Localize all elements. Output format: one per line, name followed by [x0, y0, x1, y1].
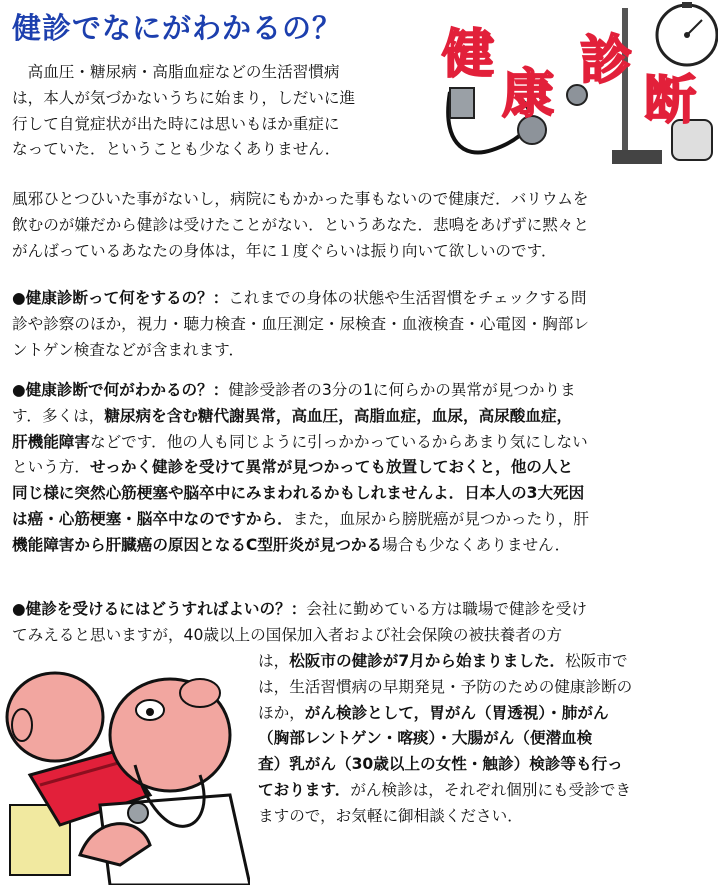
section-text: は，生活習慣病の早期発見・予防のための健康診断の	[258, 677, 633, 696]
para2-line: 風邪ひとつひいた事がないし，病院にもかかった事もないので健康だ．バリウムを	[12, 190, 589, 208]
section-text: がん検診は，それぞれ個別にも受診でき	[350, 780, 632, 799]
section-emphasis: は癌・心筋梗塞・脳卒中なのですから．	[12, 509, 293, 528]
section-emphasis: 糖尿病を含む糖代謝異常，高血圧，高脂血症，血尿，高尿酸血症，	[104, 406, 573, 425]
intro-line: なっていた．ということも少なくありません．	[12, 140, 341, 159]
section-heading: ●健康診断で何がわかるの？：	[12, 381, 229, 399]
health-checkup-logo	[432, 0, 718, 170]
section-how-to-get-checkup-cont	[258, 649, 632, 830]
section-heading: ●健康診断って何をするの？：	[12, 289, 229, 307]
intro-line: 行して自覚症状が出た時には思いもほか重症に	[12, 114, 340, 133]
section-text: 診や診察のほか，視力・聴力検査・血圧測定・尿検査・血液検査・心電図・胸部レ	[12, 314, 589, 333]
section-text: てみえると思いますが，40歳以上の国保加入者および社会保険の被扶養者の方	[12, 625, 563, 644]
intro-line: 高血圧・糖尿病・高脂血症などの生活習慣病	[12, 63, 340, 81]
logo-char-shin: 診	[580, 31, 633, 91]
section-text: ますので，お気軽に御相談ください．	[258, 806, 523, 825]
para2-line: がんばっているあなたの身体は，年に１度ぐらいは振り向いて欲しいのです．	[12, 241, 557, 260]
intro-line: は，本人が気づかないうちに始まり，しだいに進	[12, 88, 356, 107]
section-text: などです．他の人も同じように引っかかっているからあまり気にしない	[89, 432, 588, 451]
intro-paragraph	[12, 60, 355, 163]
section-how-to-get-checkup	[12, 597, 587, 649]
section-emphasis: 同じ様に突然心筋梗塞や脳卒中にみまわれるかもしれませんよ．日本人の3大死因	[12, 484, 585, 503]
section-text: 健診受診者の3分の1に何らかの異常が見つかりま	[228, 381, 576, 399]
section-text: は，	[258, 652, 290, 670]
paragraph-2	[12, 187, 589, 264]
section-text: 場合も少なくありません．	[382, 535, 571, 554]
logo-char-kou: 康	[502, 65, 555, 125]
section-what-is-checkup	[12, 286, 589, 363]
section-text: ほか，	[258, 703, 305, 722]
section-text: 会社に勤めている方は職場で健診を受け	[306, 600, 587, 618]
section-emphasis: 松阪市の健診が7月から始まりました．	[289, 652, 566, 670]
section-emphasis: （胸部レントゲン・喀痰）・大腸がん（便潜血検	[258, 729, 593, 748]
logo-char-dan: 断	[644, 71, 697, 131]
page-title: 健診でなにがわかるの？	[12, 11, 343, 45]
section-emphasis: がん検診として，胃がん（胃透視）・肺がん	[304, 703, 609, 722]
section-text: す．多くは，	[12, 406, 105, 425]
section-text: また，血尿から膀胱癌が見つかったり，肝	[292, 509, 589, 528]
section-text: これまでの身体の状態や生活習慣をチェックする問	[228, 289, 587, 307]
section-text: 松阪市で	[565, 652, 628, 670]
section-heading: ●健診を受けるにはどうすればよいの？：	[12, 600, 307, 618]
section-emphasis: せっかく健診を受けて異常が見つかっても放置しておくと，他の人と	[89, 458, 574, 477]
section-text: ントゲン検査などが含まれます．	[12, 340, 245, 359]
doctor-examining-patient-illustration	[0, 655, 250, 885]
section-emphasis: 機能障害から肝臓癌の原因となるC型肝炎が見つかる	[12, 535, 383, 554]
section-text: という方．	[12, 458, 90, 477]
section-emphasis: ております．	[258, 780, 351, 799]
logo-char-ken: 健	[442, 25, 495, 85]
section-emphasis: 査）乳がん（30歳以上の女性・触診）検診等も行っ	[258, 755, 623, 774]
section-emphasis: 肝機能障害	[12, 432, 90, 451]
para2-line: 飲むのが嫌だから健診は受けたことがない．というあなた．悲鳴をあげずに黙々と	[12, 215, 589, 234]
section-what-is-found	[12, 378, 589, 559]
